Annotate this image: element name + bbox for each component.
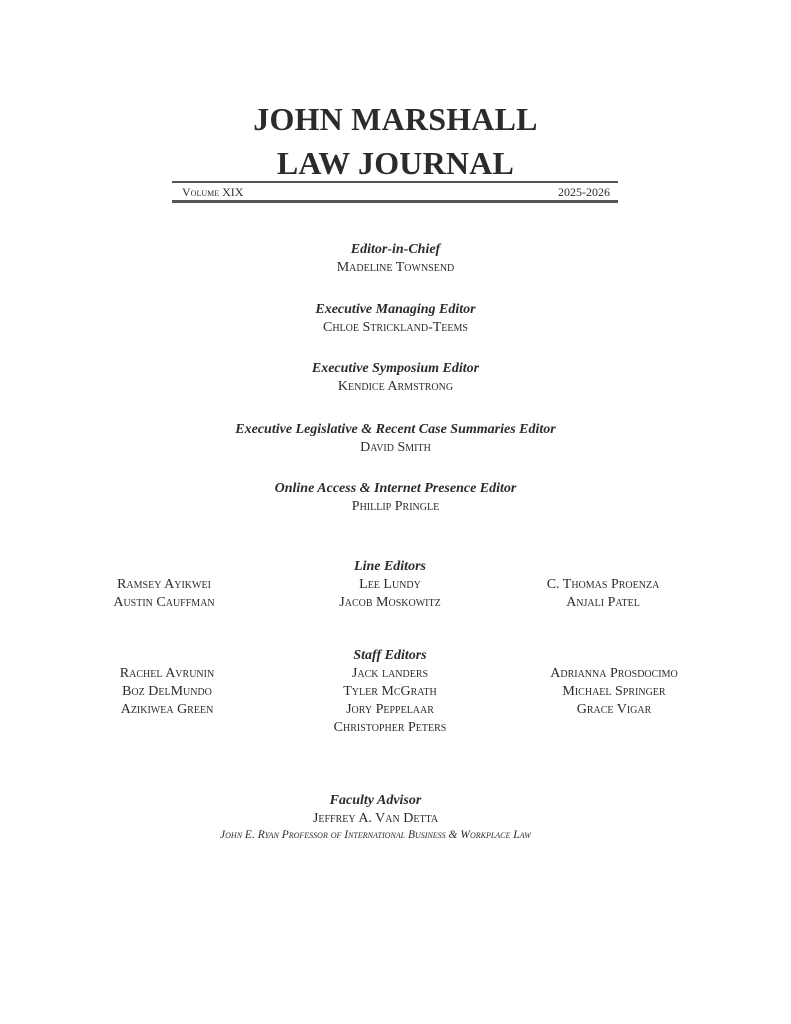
line-editor-name: Austin Cauffman	[113, 595, 215, 610]
line-editors-right	[503, 576, 703, 612]
line-editor-name: Jacob Moskowitz	[339, 595, 441, 610]
staff-editors-center	[290, 647, 490, 737]
staff-editor-name: Rachel Avrunin	[119, 666, 215, 681]
staff-editors-left	[77, 665, 257, 719]
line-editor-name: C. Thomas Proenza	[546, 577, 660, 592]
staff-editor-name: Christopher Peters	[333, 720, 447, 735]
editor-in-chief-block	[0, 241, 791, 277]
staff-editor-name: Michael Springer	[562, 684, 666, 699]
online-access-editor-block	[0, 480, 791, 516]
editor-role: Executive Managing Editor	[315, 302, 476, 317]
editor-name: Phillip Pringle	[351, 499, 440, 514]
faculty-advisor-title: John E. Ryan Professor of International Business & Workplace Law	[220, 829, 531, 841]
faculty-advisor-heading: Faculty Advisor	[329, 793, 422, 808]
editor-name: Madeline Townsend	[336, 260, 455, 275]
volume-row	[182, 185, 610, 200]
journal-title-line2: LAW JOURNAL	[276, 145, 515, 181]
journal-title-line1: JOHN MARSHALL	[253, 101, 538, 137]
editor-name: Chloe Strickland-Teems	[323, 320, 468, 335]
line-editors-heading: Line Editors	[354, 559, 426, 574]
editor-role: Executive Symposium Editor	[311, 361, 480, 376]
editor-role: Online Access & Internet Presence Editor	[274, 481, 517, 496]
staff-editors-right	[509, 665, 719, 719]
staff-editors-heading: Staff Editors	[353, 648, 427, 663]
faculty-advisor-block	[0, 792, 751, 843]
staff-editor-name: Jack landers	[351, 666, 429, 681]
editor-role: Editor-in-Chief	[350, 242, 441, 257]
line-editors-left	[74, 576, 254, 612]
executive-legislative-editor-block	[0, 421, 791, 457]
executive-symposium-editor-block	[0, 360, 791, 396]
staff-editor-name: Jory Peppelaar	[346, 702, 434, 717]
volume-label: Volume XIX	[182, 185, 244, 199]
editor-name: Kendice Armstrong	[337, 379, 454, 394]
staff-editor-name: Boz DelMundo	[122, 684, 212, 699]
editor-role: Executive Legislative & Recent Case Summaries Editor	[235, 422, 556, 437]
faculty-advisor-name: Jeffrey A. Van Detta	[312, 811, 439, 826]
line-editors-center	[290, 558, 490, 612]
staff-editor-name: Tyler McGrath	[343, 684, 437, 699]
line-editor-name: Anjali Patel	[566, 595, 640, 610]
line-editor-name: Lee Lundy	[359, 577, 421, 592]
line-editor-name: Ramsey Ayikwei	[117, 577, 211, 592]
volume-years: 2025-2026	[558, 185, 610, 199]
masthead-top-rule	[172, 181, 618, 183]
masthead-bottom-rule	[172, 200, 618, 203]
staff-editor-name: Grace Vigar	[576, 702, 652, 717]
executive-managing-editor-block	[0, 301, 791, 337]
staff-editor-name: Azikiwea Green	[120, 702, 214, 717]
staff-editor-name: Adrianna Prosdocimo	[550, 666, 678, 681]
editor-name: David Smith	[360, 440, 431, 455]
